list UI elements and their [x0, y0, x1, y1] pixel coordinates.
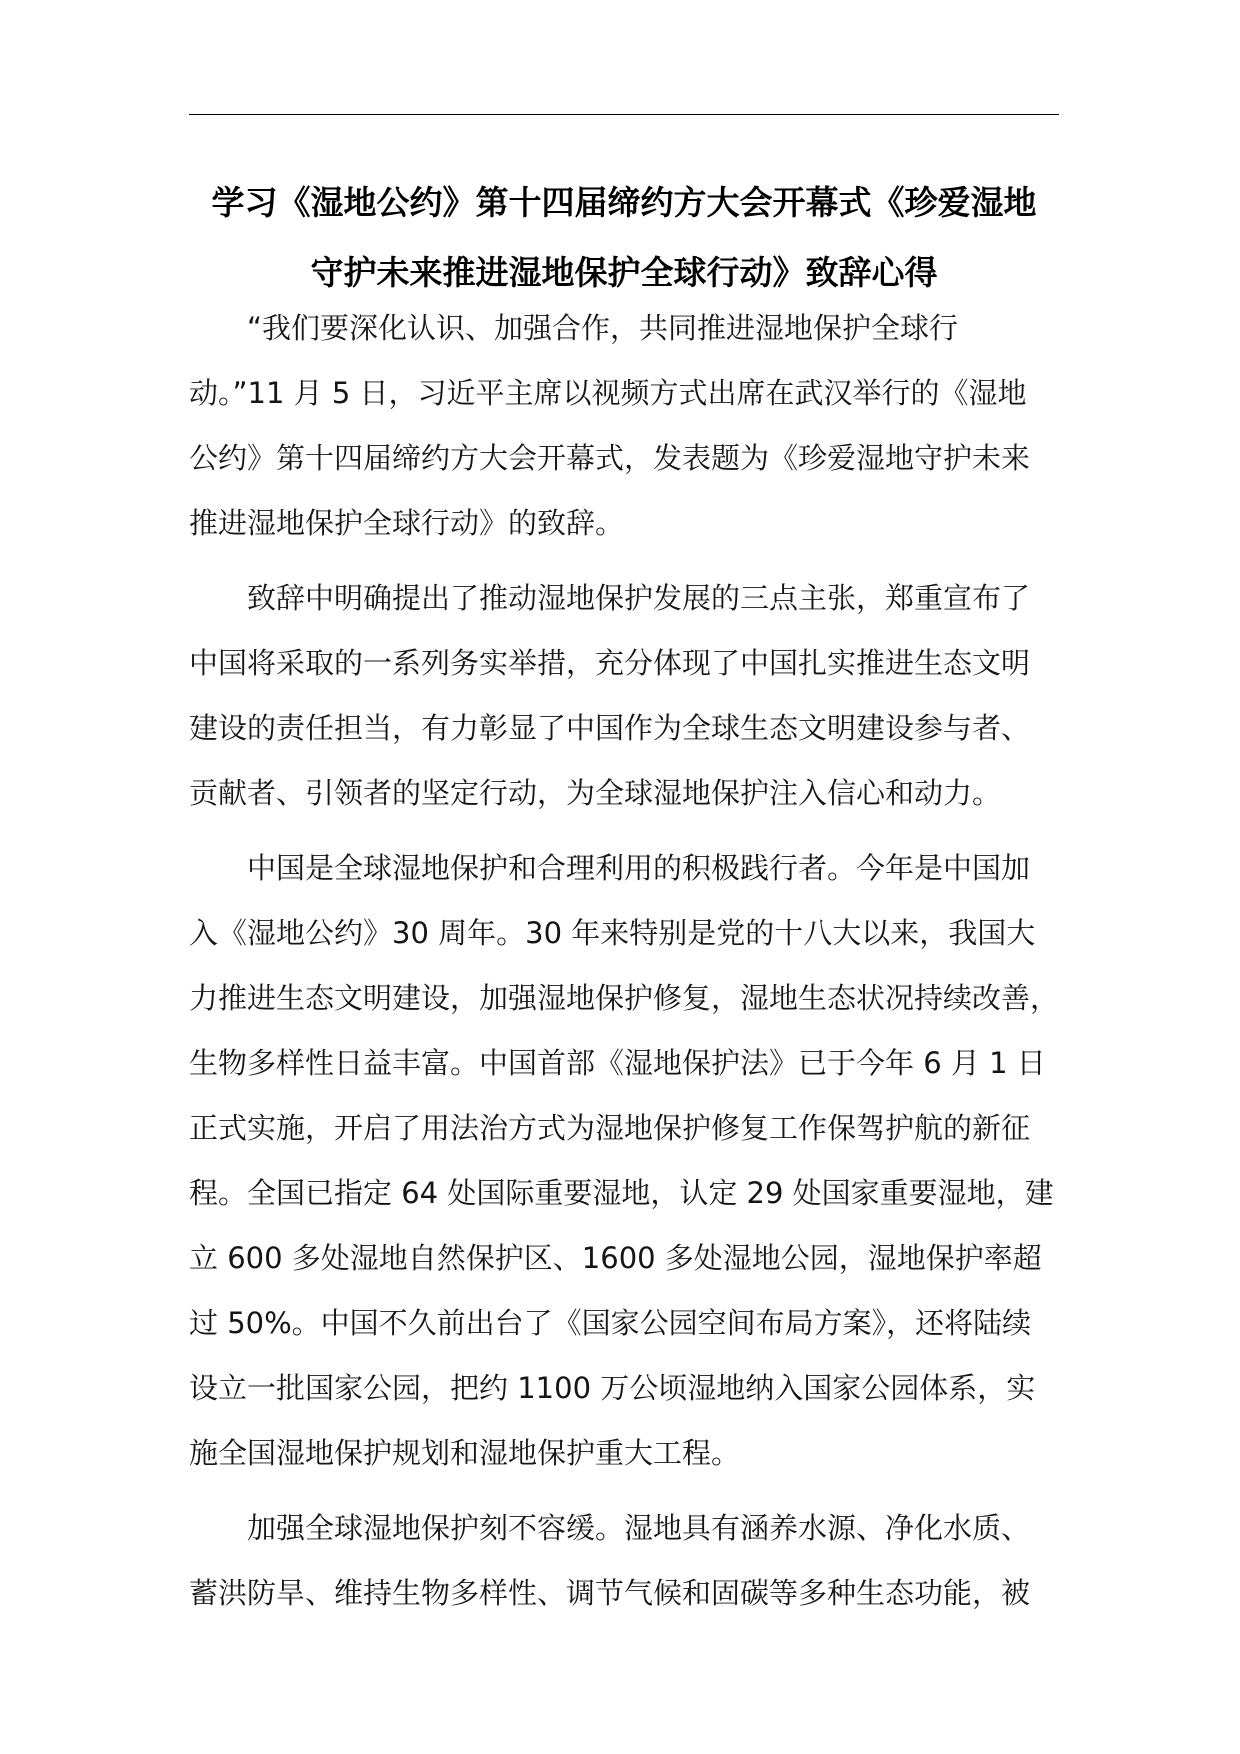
text-line: “我们要深化认识、加强合作，共同推进湿地保护全球行 — [247, 311, 959, 345]
text-line: 建设的责任担当，有力彰显了中国作为全球生态文明建设参与者、 — [189, 711, 1031, 745]
text-line: 过 50%。中国不久前出台了《国家公园空间布局方案》，还将陆续 — [189, 1306, 1032, 1340]
text-line: 立 600 多处湿地自然保护区、1600 多处湿地公园，湿地保护率超 — [189, 1241, 1042, 1275]
header-rule — [189, 114, 1059, 115]
text-line: 蓄洪防旱、维持生物多样性、调节气候和固碳等多种生态功能，被 — [189, 1576, 1031, 1610]
text-line: 动。”11 月 5 日，习近平主席以视频方式出席在武汉举行的《湿地 — [189, 376, 1027, 410]
text-line: 入《湿地公约》30 周年。30 年来特别是党的十八大以来，我国大 — [189, 916, 1036, 950]
document-title — [160, 168, 1088, 308]
text-line: 推进湿地保护全球行动》的致辞。 — [189, 506, 625, 540]
paragraph-3 — [189, 836, 1069, 1486]
title-line: 学习《湿地公约》第十四届缔约方大会开幕式《珍爱湿地 — [211, 183, 1037, 222]
paragraph-1 — [189, 296, 1069, 556]
text-line: 中国是全球湿地保护和合理利用的积极践行者。今年是中国加 — [247, 851, 1031, 885]
text-line: 生物多样性日益丰富。中国首部《湿地保护法》已于今年 6 月 1 日 — [189, 1046, 1046, 1080]
paragraph-4 — [189, 1496, 1069, 1626]
text-line: 贡献者、引领者的坚定行动，为全球湿地保护注入信心和动力。 — [189, 776, 1002, 810]
text-line: 中国将采取的一系列务实举措，充分体现了中国扎实推进生态文明 — [189, 646, 1031, 680]
text-line: 施全国湿地保护规划和湿地保护重大工程。 — [189, 1436, 741, 1470]
paragraph-2 — [189, 566, 1069, 826]
text-line: 致辞中明确提出了推动湿地保护发展的三点主张，郑重宣布了 — [247, 581, 1031, 615]
text-line: 设立一批国家公园，把约 1100 万公顷湿地纳入国家公园体系，实 — [189, 1371, 1036, 1405]
text-line: 加强全球湿地保护刻不容缓。湿地具有涵养水源、净化水质、 — [247, 1511, 1031, 1545]
text-line: 程。全国已指定 64 处国际重要湿地，认定 29 处国家重要湿地，建 — [189, 1176, 1054, 1210]
title-line: 守护未来推进湿地保护全球行动》致辞心得 — [310, 253, 938, 292]
document-body — [189, 296, 1069, 1636]
text-line: 正式实施，开启了用法治方式为湿地保护修复工作保驾护航的新征 — [189, 1111, 1031, 1145]
text-line: 力推进生态文明建设，加强湿地保护修复，湿地生态状况持续改善， — [189, 981, 1060, 1015]
text-line: 公约》第十四届缔约方大会开幕式，发表题为《珍爱湿地守护未来 — [189, 441, 1031, 475]
